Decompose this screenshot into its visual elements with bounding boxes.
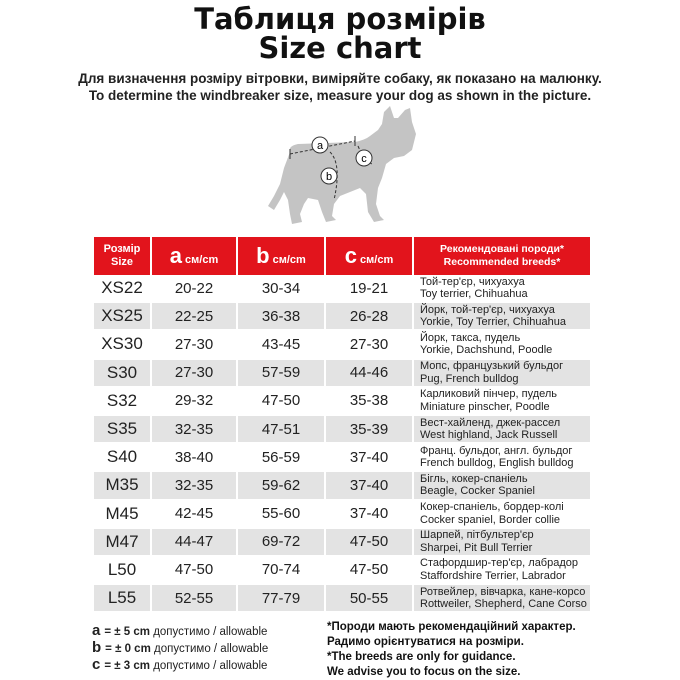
cell-b: 43-45: [238, 331, 324, 359]
breeds-en: Miniature pinscher, Poodle: [420, 400, 550, 413]
table-row: [94, 444, 590, 472]
cell-a: 52-55: [152, 585, 236, 613]
label-b: b: [325, 171, 333, 183]
cell-breeds: [414, 472, 590, 500]
cell-size: M47: [94, 529, 150, 557]
header-a-letter: a: [169, 243, 183, 268]
cell-c: 50-55: [326, 585, 412, 613]
breeds-uk: Ротвейлер, вівчарка, кане-корсо: [420, 585, 586, 598]
cell-c: 19-21: [326, 275, 412, 303]
tolerance-value: = ± 0 cm: [105, 643, 151, 655]
table-row: [94, 557, 590, 585]
header-size-en: Size: [110, 256, 133, 268]
table-header-row: [94, 237, 590, 275]
table-row: [94, 303, 590, 331]
header-a: [152, 237, 236, 275]
breeds-en: French bulldog, English bulldog: [420, 457, 574, 470]
note-line: *The breeds are only for guidance.: [327, 651, 516, 663]
breeds-uk: Вест-хайленд, джек-рассел: [420, 416, 561, 429]
header-breeds: [414, 237, 590, 275]
cell-breeds: [414, 388, 590, 416]
header-b-unit: см/cm: [272, 254, 306, 266]
tolerance-text: допустимо / allowable: [154, 643, 269, 655]
cell-size: S35: [94, 416, 150, 444]
cell-size: M45: [94, 501, 150, 529]
cell-b: 77-79: [238, 585, 324, 613]
label-a: a: [316, 140, 324, 152]
cell-b: 47-50: [238, 388, 324, 416]
header-size-uk: Розмір: [103, 243, 141, 255]
title-english: Size chart: [258, 31, 422, 65]
cell-breeds: [414, 303, 590, 331]
cell-breeds: [414, 275, 590, 303]
header-breeds-uk: Рекомендовані породи*: [440, 243, 564, 255]
cell-breeds: [414, 331, 590, 359]
cell-a: 32-35: [152, 472, 236, 500]
breeds-en: Sharpei, Pit Bull Terrier: [420, 541, 533, 554]
cell-b: 70-74: [238, 557, 324, 585]
cell-c: 44-46: [326, 360, 412, 388]
dog-measurement-diagram: [260, 104, 430, 232]
cell-a: 38-40: [152, 444, 236, 472]
cell-b: 59-62: [238, 472, 324, 500]
breeds-en: Beagle, Cocker Spaniel: [420, 485, 535, 498]
cell-c: 35-39: [326, 416, 412, 444]
cell-c: 47-50: [326, 529, 412, 557]
table-row: [94, 360, 590, 388]
cell-b: 30-34: [238, 275, 324, 303]
cell-a: 20-22: [152, 275, 236, 303]
cell-c: 27-30: [326, 331, 412, 359]
breeds-en: Pug, French bulldog: [420, 372, 519, 385]
breeds-en: Yorkie, Dachshund, Poodle: [420, 344, 553, 357]
cell-a: 42-45: [152, 501, 236, 529]
tolerance-a: [92, 622, 267, 639]
cell-c: 26-28: [326, 303, 412, 331]
breeds-en: West highland, Jack Russell: [420, 429, 558, 442]
cell-breeds: [414, 557, 590, 585]
cell-size: XS25: [94, 303, 150, 331]
cell-breeds: [414, 360, 590, 388]
tolerance-value: = ± 3 cm: [104, 660, 150, 672]
title-ukrainian: Таблиця розмірів: [194, 2, 486, 36]
tolerance-text: допустимо / allowable: [153, 626, 268, 638]
cell-b: 56-59: [238, 444, 324, 472]
table-row: [94, 472, 590, 500]
breeds-en: Cocker spaniel, Border collie: [420, 513, 561, 526]
cell-breeds: [414, 585, 590, 613]
header-b: [238, 237, 324, 275]
tolerance-b: [92, 639, 268, 656]
cell-size: M35: [94, 472, 150, 500]
table-row: [94, 529, 590, 557]
cell-size: S30: [94, 360, 150, 388]
breeds-uk: Карликовий пінчер, пудель: [420, 388, 558, 401]
cell-size: L50: [94, 557, 150, 585]
cell-size: XS22: [94, 275, 150, 303]
header-c: [326, 237, 412, 275]
cell-c: 37-40: [326, 501, 412, 529]
breeds-uk: Кокер-спаніель, бордер-колі: [420, 501, 564, 514]
tolerance-text: допустимо / allowable: [153, 660, 268, 672]
table-row: [94, 416, 590, 444]
cell-a: 44-47: [152, 529, 236, 557]
note-line: Радимо орієнтуватися на розміри.: [327, 636, 524, 648]
cell-a: 27-30: [152, 360, 236, 388]
header-b-letter: b: [256, 243, 270, 268]
cell-size: S40: [94, 444, 150, 472]
cell-c: 35-38: [326, 388, 412, 416]
header-size: [94, 237, 150, 275]
breeds-en: Toy terrier, Chihuahua: [420, 288, 528, 301]
cell-a: 29-32: [152, 388, 236, 416]
cell-c: 37-40: [326, 444, 412, 472]
breeds-uk: Той-тер'єр, чихуахуа: [420, 275, 525, 288]
table-row: [94, 331, 590, 359]
header-c-letter: c: [344, 243, 358, 268]
breeds-uk: Йорк, той-тер'єр, чихуахуа: [420, 303, 555, 316]
cell-b: 55-60: [238, 501, 324, 529]
dog-silhouette: [268, 106, 416, 224]
breeds-uk: Йорк, такса, пудель: [420, 331, 521, 344]
header-breeds-en: Recommended breeds*: [443, 256, 561, 268]
breeds-uk: Шарпей, пітбультер'єр: [420, 529, 534, 542]
cell-a: 22-25: [152, 303, 236, 331]
breeds-uk: Франц. бульдог, англ. бульдог: [420, 444, 573, 457]
cell-a: 47-50: [152, 557, 236, 585]
cell-size: L55: [94, 585, 150, 613]
tolerance-value: = ± 5 cm: [104, 626, 150, 638]
cell-a: 32-35: [152, 416, 236, 444]
table-row: [94, 501, 590, 529]
cell-b: 36-38: [238, 303, 324, 331]
breeds-uk: Бігль, кокер-спаніель: [420, 472, 528, 485]
instruction-ukrainian: Для визначення розміру вітровки, виміряйте собаку, як показано на малюнку.: [78, 71, 602, 86]
cell-size: S32: [94, 388, 150, 416]
breeds-en: Staffordshire Terrier, Labrador: [420, 569, 566, 582]
cell-breeds: [414, 444, 590, 472]
table-row: [94, 388, 590, 416]
instruction-english: To determine the windbreaker size, measure your dog as shown in the picture.: [88, 88, 592, 103]
cell-a: 27-30: [152, 331, 236, 359]
size-table: [92, 237, 592, 613]
cell-b: 57-59: [238, 360, 324, 388]
label-c: c: [361, 153, 367, 165]
note-line: We advise you to focus on the size.: [327, 666, 521, 678]
breeds-uk: Мопс, французький бульдог: [420, 360, 564, 373]
cell-c: 37-40: [326, 472, 412, 500]
breeds-en: Yorkie, Toy Terrier, Chihuahua: [420, 316, 566, 329]
breeds-uk: Стафордшир-тер'єр, лабрадор: [420, 557, 578, 570]
tolerance-letter: b: [92, 639, 102, 656]
tolerance-letter: c: [92, 656, 101, 673]
cell-size: XS30: [94, 331, 150, 359]
table-row: [94, 275, 590, 303]
header-c-unit: см/cm: [360, 254, 394, 266]
tolerance-c: [92, 656, 267, 673]
tolerance-letter: a: [92, 622, 101, 639]
cell-c: 47-50: [326, 557, 412, 585]
breeds-en: Rottweiler, Shepherd, Cane Corso: [420, 598, 587, 611]
cell-b: 69-72: [238, 529, 324, 557]
note-line: *Породи мають рекомендаційний характер.: [327, 621, 576, 633]
cell-breeds: [414, 529, 590, 557]
cell-breeds: [414, 416, 590, 444]
header-a-unit: см/cm: [185, 254, 219, 266]
table-row: [94, 585, 590, 613]
cell-b: 47-51: [238, 416, 324, 444]
cell-breeds: [414, 501, 590, 529]
